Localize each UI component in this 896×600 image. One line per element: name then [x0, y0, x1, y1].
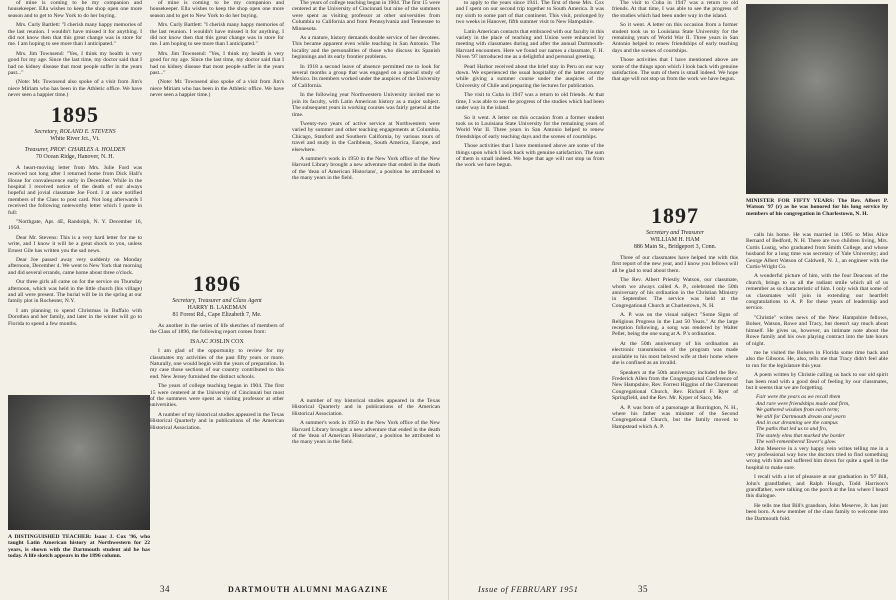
class-treasurer-address: 70 Ocean Ridge, Hanover, N. H. [35, 153, 115, 160]
paragraph: At the 50th anniversary of his ordination an electronic transmission of the program was made available to his most beloved wife at their home where she is confined as an invalid. [612, 340, 738, 367]
class-secretary-address: 81 Forest Rd., Cape Elizabeth 7, Me. [172, 312, 262, 318]
paragraph: A summer's work in 1950 in the New York office of the New Harvard Library brought a new adventure that ended in the death of the 'dean of American Historians', a position he attributed to the many years in the field. [292, 155, 440, 182]
paragraph: to apply to the years since 1941. The first of these Mrs. Cox and I spent on our second trip together to South America. It was my sixth to some part of that continent. This visit, prolonged by two weeks in Hanover, fifth summer visit to New Hampshire. [456, 0, 604, 26]
left-column-2-top [150, 0, 284, 265]
paragraph: A. P. was on the visual subject "Some Signs of Religious Progress in the Last 50 Years." At the large reception following, a song was rendered by Walter Pellet, being the one sung at A. P.'s ordination. [612, 312, 738, 338]
paragraph: I am planning to spend Christmas in Buffalo with Dorothea and her family, and later in the winter will go to Florida to spend a few months. [8, 307, 142, 327]
left-column-3 [292, 0, 440, 395]
paragraph: As a mature, history demands double service of her devotees. This became apparent even while teaching in San Antonio. The locality and the personalities of those who discuss its Spanish beginnings and its early frontier problems. [292, 35, 440, 61]
paragraph: Our three girls all came on for the service on Thursday afternoon, which was held in the little church (his village) and all were present. The burial will be in the spring at our family plot in Rochester, N.Y. [8, 279, 142, 305]
paragraph: The years of college teaching began in 1904. The first 15 were centered at the University of Cincinnati but most of the summers were spent as visiting professor at other universities. [150, 383, 284, 409]
poem-line: And rare were friendships made and firm, [756, 400, 850, 407]
paragraph: A wonderful picture of him, with the four Deacons of the church, brings to us all the radiant smile which all of us remember as so characteristic of him. I only wish that some of us classmates will join in extending our heartfelt congratulations to A. P. for these years of leadership and service. [746, 273, 888, 312]
class-year-heading: 1896 [193, 271, 241, 296]
right-column-2-top [612, 0, 738, 195]
paragraph: A poem written by Christie calling us back to our old spirit has been read with a good deal of feeling by our classmates, but it seems that we are forgetting. [746, 372, 888, 391]
class-secretary: Secretary, ROLAND E. STEVENS [34, 128, 116, 135]
paragraph: Speakers at the 50th anniversary included the Rev. Frederick Allen from the Congregational Conference of New Hampshire, Rev. Forrest Higgins of the Claremont Congregational Church, Rev. Richard F. Ryer of Springfield, and the Rev. Mr. Kyper of Saco, Me. [612, 369, 738, 402]
issue-label: Issue of FEBRUARY 1951 [478, 584, 579, 594]
right-column-3 [746, 232, 888, 575]
member-name: ISAAC JOSLIN COX [190, 338, 244, 345]
paragraph: me he visited the Bolsers in Florida some time back and also the Gibsons. He, also, tells me that Tracy didn't feel able to run for the legislature this year. [746, 349, 888, 369]
paragraph: Dear Mr. Stevens: This is a very hard letter for me to write, and I know it will be a great shock to you, unless Ernest Gile has written you the sad news. [8, 234, 142, 254]
paragraph: The Rev. Albert Priestly Watson, our classmate, whom we always called A. P., celebrated the 50th anniversary of his ordination in the Christian Ministry in September. The service was held at the Congregational Church at Charlestown, N. H. [612, 277, 738, 309]
paragraph: The visit to Cuba in 1947 was a return to old friends. At that time, I was able to see the progress of the studies which had been under way in the island. [612, 0, 738, 19]
right-column-1 [456, 0, 604, 575]
right-page [448, 0, 896, 600]
poem-line: And in our dreaming see the campus [756, 419, 838, 426]
paragraph: Those activities that I have mentioned above are some of the things upon which I look back with genuine satisfaction. The sum of them is small indeed. We hope that age will not stop us from the work we have begun. [456, 143, 604, 169]
paragraph: A summer's work in 1950 in the New York office of the New Harvard Library brought a new adventure that ended in the death of the 'dean of American Historians', a position he attributed to the many years in the field. [292, 420, 440, 446]
paragraph: Latin American contacts that embraced with our faculty in this variety in the place of teaching and Union were enhanced by meeting with classmates during and after the annual Dartmouth-Harvard encounters. Here we found our names a classmate, F. H. Niven '97 introduced me as a delightful and personal greeting. [456, 28, 604, 61]
paragraph: A number of my historical studies appeared in the Texas Historical Quarterly and in publications of the American Historical Association. [150, 411, 284, 431]
paragraph: In the following year Northwestern University invited me to join its faculty, with Latin American history as a major subject. The subsequent years in working courses was fairly general at the time. [292, 92, 440, 118]
paragraph: The years of college teaching began in 1904. The first 15 were centered at the University of Cincinnati but nine of the summers were spent as visiting professor at other universities from Columbia to California and from Pennsylvania and Tennessee to Minnesota. [292, 0, 440, 32]
left-column-3-bottom [292, 398, 440, 576]
magazine-title: DARTMOUTH ALUMNI MAGAZINE [228, 585, 389, 594]
class-secretary: Secretary, Treasurer and Class Agent [172, 298, 262, 304]
class-secretary-name: HARRY B. LAKEMAN [187, 305, 247, 311]
paragraph: A number of my historical studies appeared in the Texas Historical Quarterly and in publications of the American Historical Association. [292, 398, 440, 417]
paragraph: The visit to Cuba in 1947 was a return to old friends. At that time, I was able to see the progress of the studies which had been under way in the island. [456, 92, 604, 112]
paragraph: of mine is coming to be my companion and housekeeper. Ella wishes to keep the shop open one more season and to get to New York to do her buying. [150, 0, 284, 19]
paragraph: Mrs. Curly Bartlett: "I cherish many happy memories of the last reunion. I wouldn't have missed it for anything. I did not know then that this great change was in store for me. I am hoping to see more than I anticipated." [8, 22, 142, 48]
page-number: 35 [638, 584, 648, 594]
class-secretary-name: WILLIAM H. HAM [650, 237, 700, 243]
paragraph: A heart-moving letter from Mrs. Julie Ford was received not long after I returned home from Dick Hall's House for convalescence early in December. While in the hospital I received notice of the death of our always hopeful and jovial classmate Joe Ford. I at once notified members of the Class to post card. Not long afterwards I received the following noteworthy letter which I quote in full: [8, 164, 142, 216]
paragraph: I am glad of the opportunity to review for my classmates my activities of the past fifty years or more. Naturally, one would begin with the years of preparation. In my case those sections of our country contributed to this end. New Jersey furnished the distinct schools. [150, 348, 284, 380]
paragraph: So it went. A letter on this occasion from a former student took us to Louisiana State University for the remaining years of World War II. Three years in San Antonio helped to renew friendships of early teaching days and the scenes of courtships. [456, 114, 604, 140]
paragraph: A. P. was born of a parsonage at Burrington, N. H., where his father was minister of the Second Congregational Church, but the family moved to Hampstead which A. P. [612, 404, 738, 430]
paragraph: of mine is coming to be my companion and housekeeper. Ella wishes to keep the shop open one more season and to get to New York to do her buying. [8, 0, 142, 19]
class-secretary: Secretary and Treasurer [646, 230, 704, 236]
teacher-photo [8, 395, 150, 530]
paragraph: (Note: Mr. Townsend also spoke of a visit from Jim's niece Miriam who has been in the Athletic office. We have never seen a happier time.) [150, 79, 284, 99]
paragraph: "Northgate, Apt. 4E, Randolph, N. Y. December 16, 1950. [8, 218, 142, 232]
paragraph: Mrs. Jim Townsend: "Yes, I think my health is very good for my age. Since the last time, my doctor said that I had no kidney disease that most people suffer in the years past..." [8, 50, 142, 77]
class-year-heading: 1897 [651, 203, 699, 228]
paragraph: Mrs. Jim Townsend: "Yes, I think my health is very good for my age. Since the last time, my doctor said that I had no kidney disease that most people suffer in the years past..." [150, 50, 284, 77]
paragraph: Dear Joe passed away very suddenly on Monday afternoon, December 4. We went to New York that morning and did several errands, came home about three o'clock. [8, 256, 142, 276]
paragraph: Mrs. Curly Bartlett: "I cherish many happy memories of the last reunion. I wouldn't have missed it for anything. I did not know then that this great change was in store for me. I am hoping to see more than I anticipated." [150, 22, 284, 48]
poem-line: We gathered wisdom from each term; [756, 407, 840, 414]
paragraph: He tells me that Bill's grandson, John Meserve, Jr. has just been born. A new member of the class family to welcome into the Dartmouth fold. [746, 502, 888, 522]
photo-caption: MINISTER FOR FIFTY YEARS: The Rev. Albert P. Watson '97 (r) as he was honored for his long service by members of his congregation in Charlestown, N. H. [746, 198, 888, 217]
paragraph: I recall with a lot of pleasure at our graduation in '97 Bill, John's grandfather, and Ralph Hough, Todd Harrison's grandfather, were talking on the porch at the Inn where I heard this dialogue. [746, 474, 888, 500]
paragraph: calls his home. He was married in 1905 to Miss Alice Bernard of Bedford, N. H. There are two children living, Mrs. Curtis Lustig, who graduated from Smith College, and whose husband for a long time was secretary of Yale University; and George Albert Watson of Caldwell, N. J., an engineer with the Curtis-Wright Co. [746, 232, 888, 271]
minister-photo [746, 4, 888, 194]
class-secretary-address: White River Jct., Vt. [50, 135, 100, 142]
paragraph: Those activities that I have mentioned above are some of the things upon which I look back with genuine satisfaction. The sum of them is small indeed. We hope that age will not stop us from the work we have begun. [612, 57, 738, 83]
paragraph: (Note: Mr. Townsend also spoke of a visit from Jim's niece Miriam who has been in the Athletic office. We have never seen a happier time.) [8, 79, 142, 99]
poem-line: We still for Dartmouth dream and yearn [756, 413, 846, 420]
class-secretary-address: 886 Main St., Bridgeport 3, Conn. [633, 244, 717, 250]
page-number: 34 [160, 584, 170, 594]
class-year-heading: 1895 [51, 101, 99, 127]
poem-line: Fair were the years as we recall them [756, 394, 841, 401]
photo-caption: A DISTINGUISHED TEACHER: Isaac J. Cox '96, who taught Latin American history at Northwestern for 22 years, is shown with the Dartmouth student aid he has today. A life sketch appears in the 1896 column. [8, 534, 150, 560]
paragraph: As another in the series of life sketches of members of the Class of 1896, the following report comes from: [150, 323, 284, 336]
poem-line: The stately elms that marked the border [756, 432, 845, 439]
paragraph: Twenty-two years of active service at Northwestern were varied by summer and other teaching engagements at Columbia, Chicago, Stanford and Southern California, by various tours of travel and study in the Caribbean, South America, Europe, and elsewhere. [292, 120, 440, 153]
paragraph: So it went. A letter on this occasion from a former student took us to Louisiana State University for the remaining years of World War II. Three years in San Antonio helped to renew friendships of early teaching days and the scenes of courtships. [612, 22, 738, 54]
paragraph: Pearl Harbor received about the brief stay in Peru on our way down. We experienced the usual hospitality of the latter country while giving a summer course under the auspices of the University of Chile and preparing the lectures for publication. [456, 63, 604, 89]
paragraph: In 1918 a second leave of absence permitted me to look for several months a group that was engaged on a special study of Mexico. Its members worked under the auspices of the University of California. [292, 63, 440, 89]
poem-line: The well-remembered Tower's glow. [756, 439, 837, 446]
paragraph: John Meserve in a very happy vein writes telling me in a very professional way how the doctors tried to find something wrong with him and suffered him down for quite a spell in the hospital to make sure. [746, 445, 888, 471]
paragraph: "Christie" writes news of the New Hampshire fellows, Bolser, Watson, Rowe and Tracy, but doesn't say much about himself. He gives us, however, an intimate note about the Rowe family and his own playing contract into the late hours of night. [746, 314, 888, 347]
class-treasurer: Treasurer, PROF. CHARLES A. HOLDEN [24, 146, 126, 153]
poem-line: The paths that led us to and fro, [756, 426, 828, 433]
right-column-2 [612, 200, 738, 575]
paragraph: Three of our classmates have helped me with this first report of the new year, and I know you fellows will all be glad to read about them. [612, 255, 738, 274]
